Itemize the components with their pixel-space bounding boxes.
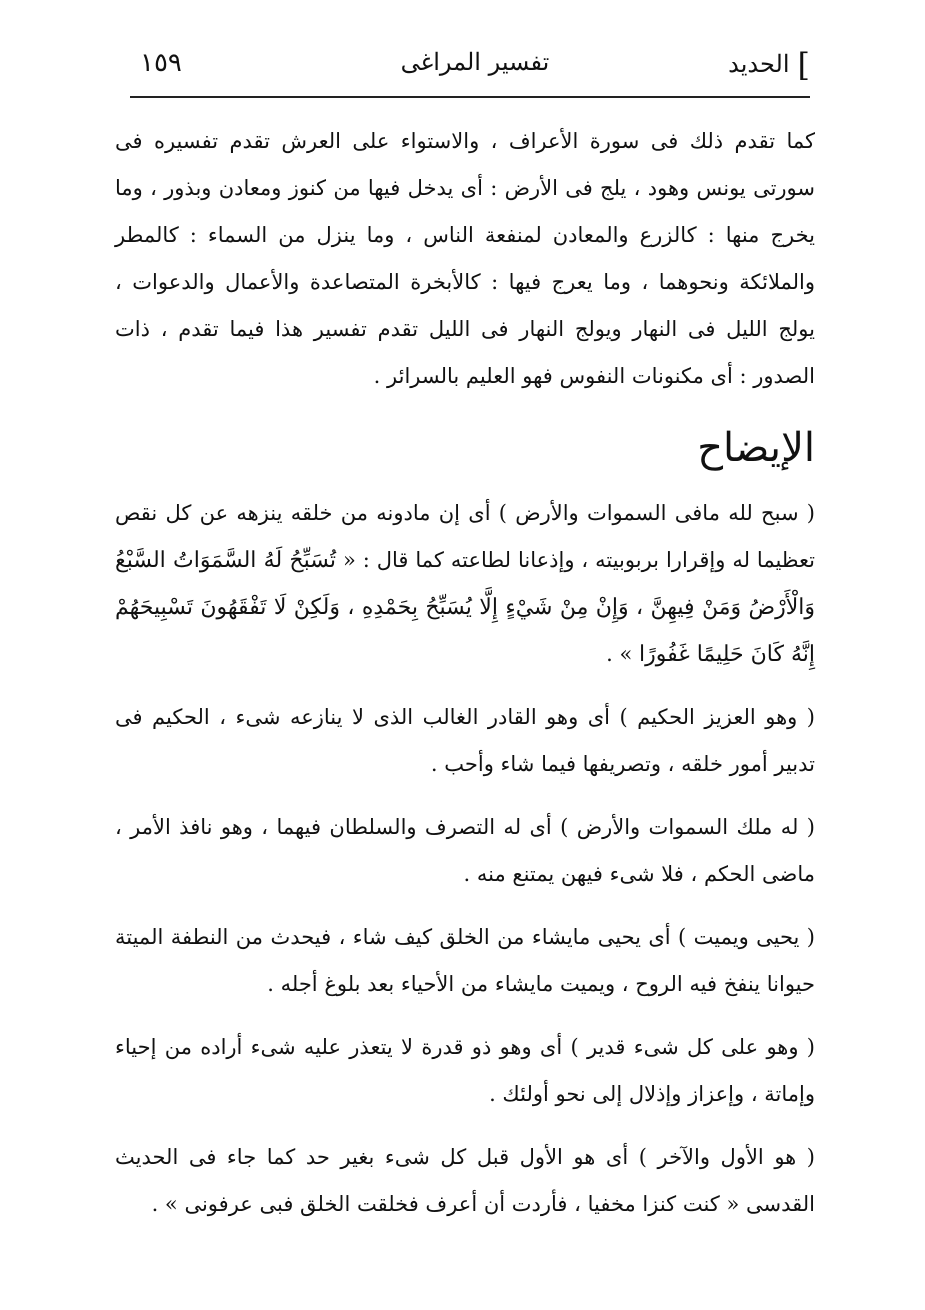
paragraph-yuhyi: ( يحيى ويميت ) أى يحيى مايشاء من الخلق كيف شاء ، فيحدث من النطفة الميتة حيوانا ينفخ فيه الروح ، ويميت مايشاء من الأحياء بعد بلوغ أجله . (115, 925, 815, 996)
paragraph-qadir: ( وهو على كل شىء قدير ) أى وهو ذو قدرة لا يتعذر عليه شىء أراده من إحياء وإماتة ، وإعزاز وإذلال إلى نحو أولئك . (115, 1035, 815, 1106)
paragraph-aziz-hakim: ( وهو العزيز الحكيم ) أى وهو القادر الغالب الذى لا ينازعه شىء ، الحكيم فى تدبير أمور خلقه ، وتصريفها فيما شاء وأحب . (115, 705, 815, 776)
chapter-name: الحديد (728, 50, 790, 78)
paragraph-tail: » . (606, 642, 639, 666)
page-body (115, 118, 815, 1244)
running-title: تفسير المراغى (400, 48, 550, 76)
chapter-bracket: ] (797, 46, 810, 84)
section-title: الإيضاح (697, 425, 815, 471)
header-rule (130, 96, 810, 98)
intro-paragraph: كما تقدم ذلك فى سورة الأعراف ، والاستواء على العرش تقدم تفسيره فى سورتى يونس وهود ، يلج فى الأرض : أى يدخل فيها من كنوز ومعادن وبذور ، وما يخرج منها : كالزرع والمعادن لمنفعة الناس ، وما ينزل من السماء : كالمطر والملائكة ونحوهما ، وما يعرج فيها : كالأبخرة المتصاعدة والأعمال والدعوات ، يولج الليل فى النهار ويولج النهار فى الليل تقدم تفسير هذا فيما تقدم ، ذات الصدور : أى مكنونات النفوس فهو العليم بالسرائر . (115, 129, 815, 388)
paragraph-mulk: ( له ملك السموات والأرض ) أى له التصرف والسلطان فيهما ، وهو نافذ الأمر ، ماضى الحكم ، فلا شىء فيهن يمتنع منه . (115, 815, 815, 886)
paragraph-tasbih (115, 490, 815, 678)
paragraph-text: ( سبح لله مافى السموات والأرض ) أى إن مادونه من خلقه ينزهه عن كل نقص تعظيما له وإقرارا بربوبيته ، وإذعانا لطاعته كما قال : « (115, 501, 815, 572)
page-header (140, 40, 810, 92)
page-number: ١٥٩ (140, 48, 182, 78)
quran-verse: تُسَبِّحُ لَهُ السَّمَوَاتُ السَّبْعُ وَالْأَرْضُ وَمَنْ فِيهِنَّ ، وَإِنْ مِنْ شَيْءٍ إِلَّا يُسَبِّحُ بِحَمْدِهِ ، وَلَكِنْ لَا تَفْقَهُونَ تَسْبِيحَهُمْ إِنَّهُ كَانَ حَلِيمًا غَفُورًا (115, 548, 815, 667)
paragraph-awwal-akhir: ( هو الأول والآخر ) أى هو الأول قبل كل شىء بغير حد كما جاء فى الحديث القدسى « كنت كنزا مخفيا ، فأردت أن أعرف فخلقت الخلق فبى عرفونى » . (115, 1145, 815, 1216)
chapter-label (728, 46, 810, 84)
